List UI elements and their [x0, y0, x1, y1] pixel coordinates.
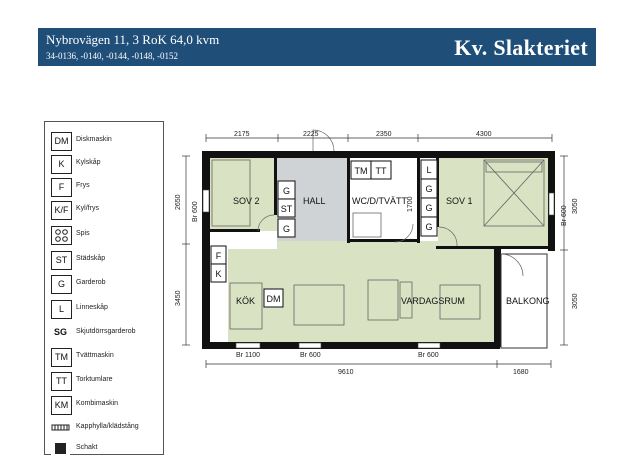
- fixture-st: ST: [280, 204, 293, 214]
- dimension-label: 2175: [234, 131, 250, 138]
- legend-code: K/F: [51, 201, 72, 220]
- legend-label: Frys: [76, 182, 90, 189]
- legend-label: Diskmaskin: [76, 136, 112, 143]
- dimension-label: 2650: [175, 194, 182, 210]
- legend-code: TT: [51, 372, 72, 391]
- fixture-f: F: [215, 251, 222, 261]
- legend-code: L: [51, 300, 72, 319]
- dimension-label: 1700: [407, 196, 414, 212]
- dimension-label: 9610: [338, 369, 354, 376]
- project-name: Kv. Slakteriet: [454, 35, 588, 60]
- window: [236, 343, 260, 348]
- legend-label: Kyl/frys: [76, 205, 99, 212]
- room-label-vardagsrum: VARDAGSRUM: [401, 296, 465, 306]
- window-label: Br 600: [300, 352, 321, 359]
- dimension-label: 2225: [303, 131, 319, 138]
- legend-label: Spis: [76, 230, 90, 237]
- room-label-sov1: SOV 1: [446, 196, 473, 206]
- legend-code: G: [51, 275, 72, 294]
- legend-code: ST: [51, 251, 72, 270]
- room-label-balkong: BALKONG: [506, 296, 550, 306]
- window: [299, 343, 321, 348]
- room-label-wc: WC/D/TVÄTT: [352, 196, 407, 206]
- fixture-g: G: [425, 203, 433, 213]
- apartment-codes: 34-0136, -0140, -0144, -0148, -0152: [46, 51, 178, 61]
- room-fill-sov2: [210, 157, 277, 231]
- fixture-k: K: [215, 269, 222, 279]
- legend-code: TM: [51, 348, 72, 367]
- window: [203, 190, 209, 212]
- dimension-label: 3450: [175, 290, 182, 306]
- window-label: Br 600: [561, 205, 568, 226]
- fixture-g: G: [425, 184, 433, 194]
- window: [418, 343, 440, 348]
- legend-code: F: [51, 178, 72, 197]
- legend-label: Kapphylla/klädstång: [76, 423, 139, 430]
- legend-label: Tvättmaskin: [76, 352, 114, 359]
- room-label-hall: HALL: [303, 196, 326, 206]
- legend-label: Garderob: [76, 279, 106, 286]
- legend-label: Skjutdörrsgarderob: [76, 328, 136, 335]
- legend-code: K: [51, 155, 72, 174]
- legend-label: Schakt: [76, 444, 98, 451]
- legend-code: SG: [51, 324, 70, 341]
- legend-label: Linneskåp: [76, 304, 108, 311]
- legend-label: Kombimaskin: [76, 400, 119, 407]
- apartment-address: Nybrovägen 11, 3 RoK 64,0 kvm: [46, 32, 220, 47]
- fixture-dm: DM: [266, 294, 281, 304]
- legend-label: Städskåp: [76, 255, 106, 262]
- dimension-label: 4300: [476, 131, 492, 138]
- fixture-tt: TT: [375, 166, 387, 176]
- room-label-kok: KÖK: [236, 296, 256, 306]
- dimension-label: 1680: [513, 369, 529, 376]
- window-label: Br 1100: [236, 352, 260, 359]
- legend-code: KM: [51, 396, 72, 415]
- window: [549, 193, 554, 215]
- fixture-l: L: [426, 165, 432, 175]
- fixture-g: G: [425, 222, 433, 232]
- window-label: Br 600: [418, 352, 439, 359]
- dimension-label: 3050: [572, 198, 579, 214]
- window-label: Br 600: [192, 201, 199, 222]
- fixture-g: G: [282, 186, 291, 196]
- fixture-g: G: [282, 224, 291, 234]
- dimension-label: 2350: [376, 131, 392, 138]
- legend-code: DM: [51, 132, 72, 151]
- room-label-sov2: SOV 2: [233, 196, 260, 206]
- legend-label: Torktumlare: [76, 376, 113, 383]
- dimension-label: 3050: [572, 293, 579, 309]
- legend-label: Kylskåp: [76, 159, 101, 166]
- fixture-tm: TM: [354, 166, 368, 176]
